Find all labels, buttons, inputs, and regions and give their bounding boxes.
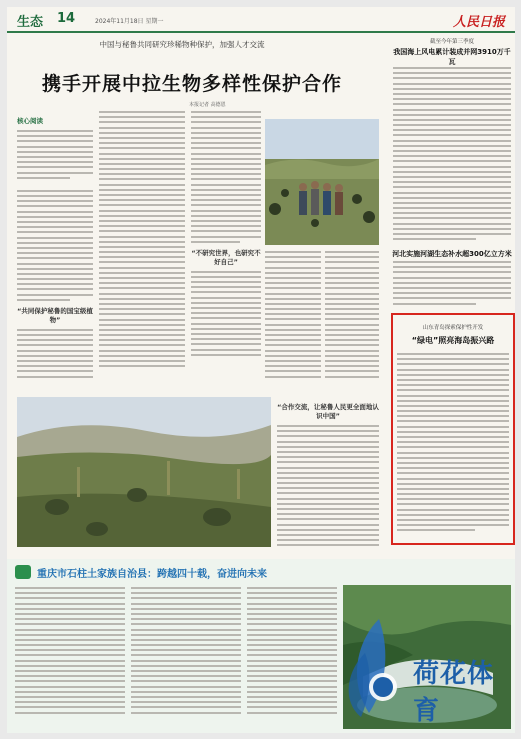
lead-column-4 (265, 251, 321, 391)
banner-column-1 (15, 587, 125, 727)
lead-column-1 (17, 111, 93, 391)
right-story-3-header (395, 323, 511, 346)
lead-kicker: 中国与秘鲁共同研究珍稀物种保护，加强人才交流 (99, 40, 265, 49)
intro-label: 核心阅读 (17, 117, 43, 125)
banner-column-3 (247, 587, 337, 727)
newspaper-page (7, 7, 515, 733)
banner-column-2 (131, 587, 241, 727)
right-story-2-header (391, 247, 513, 259)
issue-date: 2024年11月18日 星期一 (95, 18, 164, 25)
lead-byline: 本报记者 高德恩 (189, 102, 226, 108)
page-number: 14 (57, 11, 76, 26)
watermark-logo-icon (335, 613, 425, 723)
right-story-3-body (397, 353, 509, 539)
right-story-2-title: 河北实施河湖生态补水超300亿立方米 (392, 250, 512, 258)
lead-headline: 携手开展中拉生物多样性保护合作 (41, 73, 342, 95)
banner-title: 重庆市石柱土家族自治县：跨越四十载，奋进向未来 (37, 569, 267, 580)
subhead-1: “共同保护秘鲁的国宝级植物” (17, 306, 93, 324)
lead-column-3 (191, 111, 261, 391)
lead-photo-landscape (17, 397, 271, 547)
right-story-1-body (393, 67, 511, 247)
right-story-1-title: 我国海上风电累计装成并网3910万千瓦 (393, 48, 511, 66)
lead-photo-researchers (265, 119, 379, 245)
masthead (7, 7, 515, 33)
subhead-2: “合作交流，让秘鲁人民更全面地认识中国” (277, 403, 379, 420)
watermark-text: 荷花体育 (413, 659, 495, 726)
lead-column-6 (277, 397, 379, 547)
watermark (335, 607, 515, 727)
subhead-3: “不研究世界，也研究不好自己” (191, 248, 261, 266)
paper-logo: 人民日报 (452, 15, 505, 30)
lead-column-5 (325, 251, 379, 391)
right-story-1-kicker: 截至今年第三季度 (429, 39, 474, 45)
right-story-3-title: “绿电”照亮海岛振兴路 (411, 336, 495, 345)
county-emblem-icon (15, 565, 31, 579)
lead-column-2 (99, 111, 185, 391)
right-story-3-kicker: 山东青岛探索保护性开发 (422, 325, 484, 331)
section-name: 生态 (17, 15, 44, 30)
right-story-2-body (393, 261, 511, 307)
right-story-1-header (391, 37, 513, 67)
